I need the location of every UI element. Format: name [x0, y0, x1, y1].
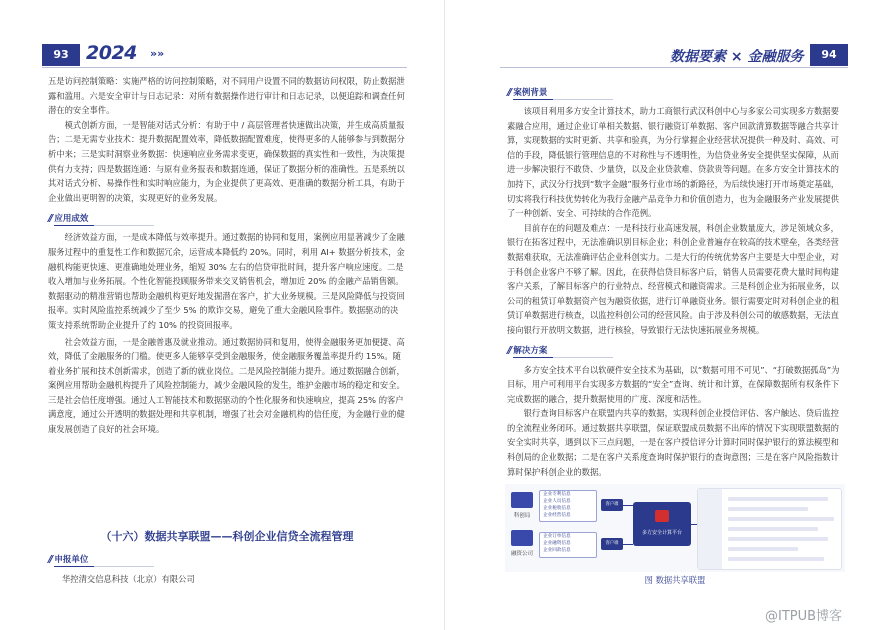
right-page: [445, 0, 890, 630]
paragraph: 多方安全技术平台以软硬件安全技术为基础，以“数据可用不可见”、“打破数据孤岛”为目标，用户可利用平台实现多方数据的“安全”查询、统计和计算，在保障数据所有权条件下完成数据的融合，提升数据使用的广度、深度和活性。: [507, 364, 840, 404]
data-sharing-figure: [505, 484, 845, 572]
double-slash-icon: //: [48, 213, 52, 225]
list-item: 企业人员信息: [543, 499, 571, 504]
dashboard-row: [728, 497, 828, 501]
figure-label: 科创局: [513, 513, 531, 519]
platform-logo-icon: [655, 510, 669, 522]
figure-label: 多方安全计算平台: [641, 530, 682, 536]
header-rule: [42, 67, 407, 68]
dashboard-row: [728, 527, 818, 531]
section-header-solution: [507, 345, 842, 359]
connector-arrow: [623, 505, 633, 506]
figure-caption: 图 数据共享联盟: [644, 575, 706, 585]
dashboard-screenshot: [697, 488, 842, 570]
mpc-platform-node: [633, 502, 691, 546]
client-node: [601, 538, 623, 550]
left-page-number: 93: [42, 44, 80, 66]
divider: [94, 566, 154, 567]
list-item: 企业专利信息: [543, 492, 571, 497]
left-body: [48, 74, 406, 437]
dashboard-row: [728, 547, 798, 551]
list-item: 企业回款信息: [543, 548, 571, 553]
connector-arrow: [623, 544, 633, 545]
data-list-bottom: [539, 532, 597, 558]
node-label: 客户端: [605, 541, 619, 546]
dashboard-row: [728, 507, 808, 511]
right-page-number: 94: [810, 44, 848, 66]
dashboard-row: [728, 537, 828, 541]
case-title: （十六）数据共享联盟——科创企业信贷全流程管理: [100, 530, 354, 543]
chevron-icon: »»: [150, 47, 165, 60]
building-icon: [511, 530, 533, 546]
header-rule: [500, 67, 848, 68]
paragraph: 该项目利用多方安全计算技术，助力工商银行武汉科创中心与多家公司实现多方数据要素融合应用，通过企业订单相关数据、银行融资订单数据、客户回款清算数据等融合共享计算，实现数据的实时更新、共享和验真，为分行掌握企业经营状况提供一种及时、高效、可信的手段，降低银行管理信息的不对称性与不透明性，为信贷业务安全提供坚实保障，从而进一步解决银行不敢贷、少量贷，以及企业贷款难、贷款贵等问题。在多方安全计算技术的加持下，武汉分行找到“数字金融”服务行业市场的新路径，为后续快速打开市场奠定基础，切实将我行科技优势转化为我行金融产品竞争力和价值创造力，也为金融服务产业发展提供了一种创新、安全、可持续的合作范例。: [507, 106, 840, 219]
list-item: 企业经营信息: [543, 513, 571, 518]
data-list-top: [539, 490, 597, 522]
figure-label: 融资公司: [510, 551, 533, 557]
year-logo: 2024: [86, 42, 137, 64]
dashboard-row: [728, 557, 824, 561]
node-label: 客户端: [605, 502, 619, 507]
client-node: [601, 499, 623, 511]
paragraph: 经济效益方面，一是成本降低与效率提升。通过数据的协同和复用，案例应用显著减少了金融服务过程中的重复性工作和数据冗余，运营成本降低约 20%。同时，利用 AI+ 数据分析技术，金融机构能更快速、更准确地处理业务，缩短 30% 左右的信贷审批时间，提升客户响应速度。二是收入增加与业务拓展。个性化智能投顾服务带来交叉销售机会，增加近 20% 的金融产品销售额。数据驱动的精准营销也帮助金融机构更好地发掘潜在客户，扩大业务规模。三是风险降低与投资回报率。实时风险监控系统减少了至少 5% 的欺诈交易，避免了重大金融风险事件。数据驱动的决策支持系统帮助企业提升了约 10% 的投资回报率。: [48, 232, 405, 330]
divider: [553, 99, 613, 100]
section-header-applicant: [48, 553, 406, 567]
double-slash-icon: //: [507, 345, 511, 357]
dashboard-sidebar: [698, 489, 722, 569]
divider: [94, 225, 154, 226]
section-title: 申报单位: [54, 554, 94, 567]
section-header-effect: [48, 212, 406, 226]
paragraph: 目前存在的问题及难点：一是科技行业高速发展，科创企业数量庞大，涉足领域众多，银行在拓客过程中，无法准确识别目标企业；科创企业普遍存在较高的技术壁垒，各类经营数据难获取，无法准确评估企业科创实力。二是大行的传统优势客户主要是大中型企业，对于科创企业客户不够了解。因此，在获得信贷目标客户后，销售人员需要花费大量时间构建客户关系，了解目标客户的行业特点、经营模式和融资需求。三是科创企业为拓展业务，以公司的租赁订单数据资产包为融资依据，进行订单融资业务。银行需要定时对科创企业的租赁订单数据进行核查，以监控科创公司的经营风险。由于涉及科创公司的敏感数据，无法直接向银行开放明文数据，进行核验，导致银行无法快速拓展业务规模。: [507, 222, 839, 335]
bank-icon: [511, 492, 533, 508]
double-slash-icon: //: [48, 553, 52, 565]
paragraph: 五是访问控制策略：实施严格的访问控制策略，对不同用户设置不同的数据访问权限，防止数据泄露和滥用。六是安全审计与日志记录：对所有数据操作进行审计和日志记录，以便追踪和调查任何潜在的安全事件。: [48, 76, 405, 116]
applicant-block: [48, 553, 406, 567]
divider: [553, 357, 613, 358]
section-title: 解决方案: [513, 345, 553, 358]
paragraph: 模式创新方面，一是智能对话式分析：有助于中 / 高层管理者快速做出决策，并生成高质量报告；二是无需专业技术：提升数据配置效率，降低数据配置难度，使得更多的人能够参与到数据分析中来；三是实时洞察业务数据：快速响应业务需求变更，确保数据的真实性和一致性，为决策提供有力支持；四是数据连通：与原有业务报表和数据连通，保证了数据分析的准确性。五是系统以其对话式分析、易操作性和实时响应能力，为企业提供了更高效、更准确的数据分析工具，有助于企业做出更明智的决策，实现更好的业务发展。: [48, 119, 405, 203]
list-item: 企业税收信息: [543, 506, 571, 511]
section-title: 应用成效: [54, 213, 94, 226]
right-body: [507, 86, 842, 479]
dashboard-row: [728, 517, 834, 521]
applicant-name: 华控清交信息科技（北京）有限公司: [62, 574, 195, 584]
watermark: @ITPUB博客: [765, 609, 843, 624]
double-slash-icon: //: [507, 86, 511, 98]
running-title: 数据要素 × 金融服务: [670, 49, 804, 65]
section-title: 案例背景: [513, 87, 553, 100]
list-item: 企业融资信息: [543, 541, 571, 546]
section-header-background: [507, 86, 842, 100]
list-item: 企业订单信息: [543, 534, 571, 539]
paragraph: 银行查询目标客户在联盟内共享的数据，实现科创企业授信评估、客户触达、贷后监控的全流程业务闭环。通过数据共享联盟，保证联盟成员数据不出库的情况下实现联盟数据的安全实时共享，遇到以下三点问题，一是在客户授信评分计算时同时保护银行的算法模型和科创局的企业数据；二是在客户关系度查询时保护银行的查询意图；三是在客户风险指数计算时保护科创企业的数据。: [507, 408, 839, 477]
paragraph: 社会效益方面，一是金融普惠及就业推动。通过数据协同和复用，使得金融服务更加便捷、高效，降低了金融服务的门槛。使更多人能够享受到金融服务，使金融服务覆盖率提升约 15%。随着业务扩展和技术创新需求，创造了新的就业岗位。二是风险控制能力提升。通过数据融合创新，案例应用帮助金融机构提升了风险控制能力，减少金融风险的发生，维护金融市场的稳定和安全。三是社会信任度增强。通过人工智能技术和数据驱动的个性化服务和快速响应，提高 25% 的客户满意度，通过公开透明的数据处理和共享机制，增强了社会对金融机构的信任度，为金融行业的健康发展创造了良好的社会环境。: [48, 336, 405, 435]
